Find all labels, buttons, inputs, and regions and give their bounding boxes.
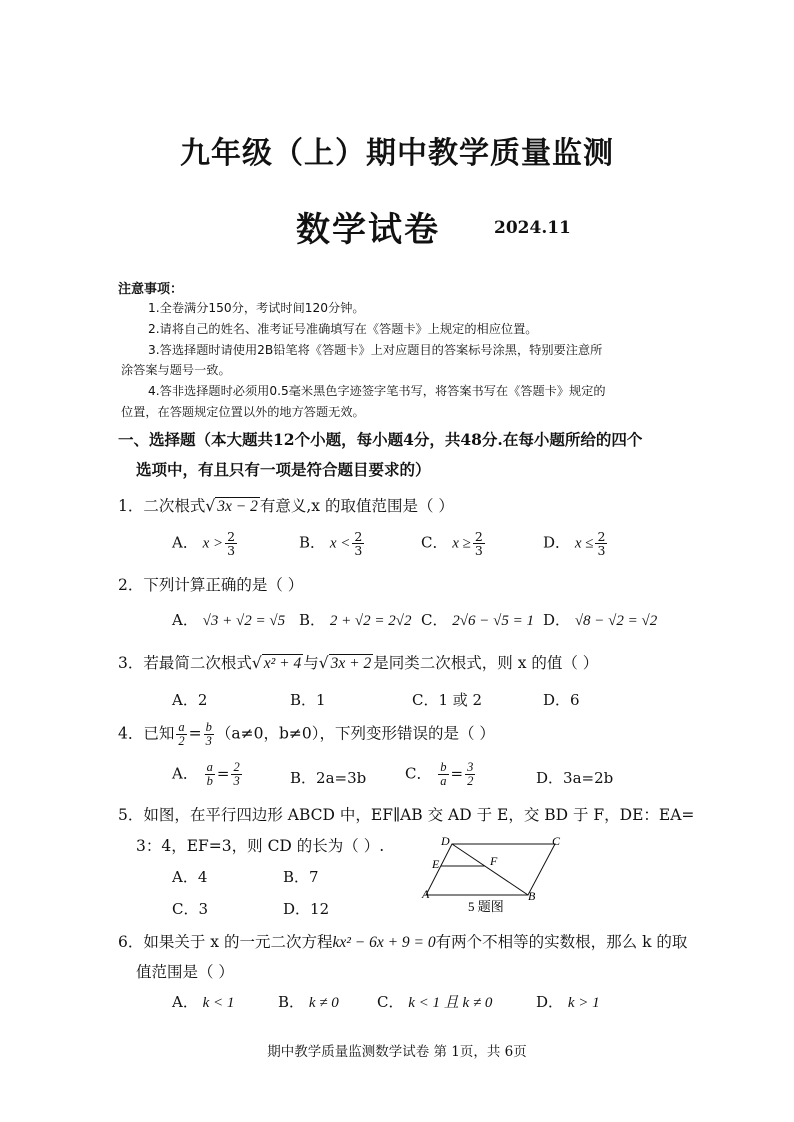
question-6: 6．如果关于 x 的一元二次方程kx² − 6x + 9 = 0有两个不相等的实数根，那么 k 的取 bbox=[118, 933, 688, 951]
q3-option-b: B．1 bbox=[290, 691, 326, 709]
q2-option-c: C． 2√6 − √5 = 1 bbox=[421, 611, 534, 629]
notice-item-2: 2.请将自己的姓名、准考证号准确填写在《答题卡》上规定的相应位置。 bbox=[148, 322, 538, 336]
q3-option-a: A．2 bbox=[172, 691, 208, 709]
q5-option-a: A．4 bbox=[172, 868, 208, 886]
notice-item-4: 4.答非选择题时必须用0.5毫米黑色字迹签字笔书写，将答案书写在《答题卡》规定的 bbox=[148, 384, 606, 398]
label-b: B bbox=[528, 889, 536, 903]
question-1: 1．二次根式√ 3x − 2 有意义,x 的取值范围是（ ） bbox=[118, 497, 454, 515]
label-a: A bbox=[422, 887, 430, 901]
question-3: 3．若最简二次根式√ x² + 4 与√ 3x + 2 是同类二次根式，则 x 的值（ ） bbox=[118, 654, 599, 672]
q6-option-a: A． k < 1 bbox=[172, 993, 235, 1011]
q2-option-a: A． √3 + √2 = √5 bbox=[172, 611, 286, 629]
exam-subtitle: 数学试卷 bbox=[296, 210, 440, 250]
q2-option-d: D． √8 − √2 = √2 bbox=[543, 611, 658, 629]
question-5: 5．如图，在平行四边形 ABCD 中，EF∥AB 交 AD 于 E，交 BD 于 F，DE：EA= bbox=[118, 806, 695, 824]
question-6-cont: 值范围是（ ） bbox=[136, 963, 234, 981]
diagonal-bd bbox=[452, 844, 528, 895]
label-f: F bbox=[490, 854, 498, 868]
question-1-number: 1． bbox=[118, 497, 144, 515]
q6-option-d: D． k > 1 bbox=[536, 993, 600, 1011]
question-2: 2．下列计算正确的是（ ） bbox=[118, 576, 304, 594]
q6-option-c: C． k < 1 且 k ≠ 0 bbox=[377, 993, 493, 1011]
question-1-pre: 二次根式 bbox=[143, 497, 206, 515]
q2-option-b: B． 2 + √2 = 2√2 bbox=[299, 611, 412, 629]
question-1-radicand: 3x − 2 bbox=[217, 498, 258, 515]
notice-heading: 注意事项： bbox=[118, 282, 184, 297]
q1-option-a: A． x > $\frac{2}{3}$ bbox=[172, 529, 236, 558]
q3-radicand-2: 3x + 2 bbox=[330, 655, 372, 672]
label-c: C bbox=[552, 834, 561, 848]
question-1-post: 有意义,x 的取值范围是（ ） bbox=[259, 497, 454, 515]
q3-radicand-1: x² + 4 bbox=[263, 655, 302, 672]
q3-option-d: D．6 bbox=[543, 691, 580, 709]
question-4: 4．已知 $\frac{a}{2}$ = $\frac{b}{3}$ （a≠0，b≠0），下列变形错误的是（ ） bbox=[118, 720, 495, 748]
q4-option-b: B．2a=3b bbox=[290, 769, 367, 787]
parallelogram-figure bbox=[410, 832, 585, 917]
q4-option-a: A． $\frac{a}{b}$ = $\frac{2}{3}$ bbox=[172, 760, 240, 788]
page-footer: 期中教学质量监测数学试卷 第 1页，共 6页 bbox=[267, 1044, 527, 1060]
q4-option-d: D．3a=2b bbox=[536, 769, 614, 787]
q1-option-c: C． x ≥ $\frac{2}{3}$ bbox=[421, 529, 483, 558]
q5-option-b: B．7 bbox=[283, 868, 319, 886]
q5-option-d: D．12 bbox=[283, 900, 330, 918]
q6-option-b: B． k ≠ 0 bbox=[278, 993, 339, 1011]
notice-item-3: 3.答选择题时请使用2B铅笔将《答题卡》上对应题目的答案标号涂黑，特别要注意所 bbox=[148, 343, 603, 357]
exam-title: 九年级（上）期中教学质量监测 bbox=[180, 136, 614, 171]
q6-equation: kx² − 6x + 9 = 0 bbox=[332, 934, 436, 951]
section-heading: 一、选择题（本大题共12个小题，每小题4分，共48分.在每小题所给的四个 bbox=[118, 430, 643, 449]
q1-option-d: D． x ≤ $\frac{2}{3}$ bbox=[543, 529, 606, 558]
section-heading-cont: 选项中，有且只有一项是符合题目要求的） bbox=[136, 460, 431, 479]
notice-item-1: 1.全卷满分150分，考试时间120分钟。 bbox=[148, 301, 365, 315]
figure-caption: 5 题图 bbox=[468, 899, 504, 914]
q3-option-c: C．1 或 2 bbox=[412, 691, 483, 709]
label-d: D bbox=[441, 834, 450, 848]
exam-date: 2024.11 bbox=[494, 218, 571, 238]
question-5-cont: 3：4，EF=3，则 CD 的长为（ ）. bbox=[136, 837, 385, 855]
q5-option-c: C．3 bbox=[172, 900, 209, 918]
q1-option-b: B． x < $\frac{2}{3}$ bbox=[299, 529, 363, 558]
notice-item-4-cont: 位置，在答题规定位置以外的地方答题无效。 bbox=[121, 405, 365, 419]
q4-option-c: C． $\frac{b}{a}$ = $\frac{3}{2}$ bbox=[405, 760, 474, 788]
label-e: E bbox=[432, 857, 440, 871]
notice-item-3-cont: 涂答案与题号一致。 bbox=[121, 363, 231, 377]
